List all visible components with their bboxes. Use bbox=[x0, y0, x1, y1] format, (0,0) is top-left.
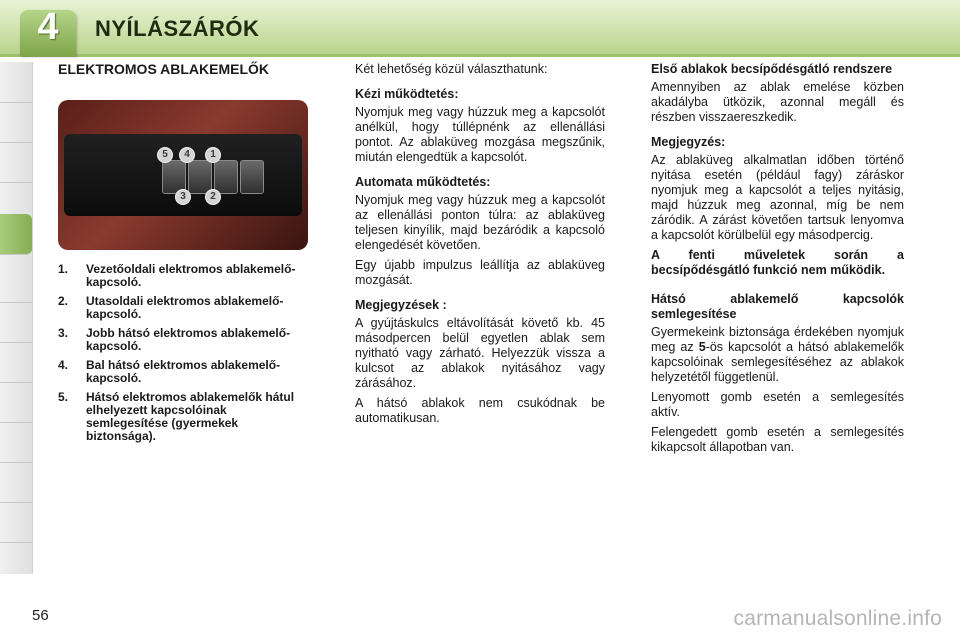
header-divider bbox=[0, 54, 960, 57]
notes-text: A gyújtáskulcs eltávolítását követő kb. 45 másodpercen belül egyetlen ablak sem nyitható vagy zárható. Helyezzük vissza a kulcsot az ablakok nyitásához vagy zárásához. bbox=[355, 316, 605, 390]
legend-item bbox=[58, 263, 308, 289]
rear-text-pre: Gyermekeink biztonsága érdekében nyomjuk meg az bbox=[651, 325, 904, 354]
legend-item bbox=[58, 359, 308, 385]
side-tab bbox=[0, 302, 32, 343]
middle-column bbox=[355, 62, 605, 431]
page-number: 56 bbox=[32, 607, 49, 624]
side-tab bbox=[0, 422, 32, 463]
rear-text bbox=[651, 325, 904, 385]
auto-text: Nyomjuk meg vagy húzzuk meg a kapcsolót az ellenállási ponton túlra: az ablaküveg teljesen kinyílik, majd bezáródik a kapcsoló elengedését követően. bbox=[355, 193, 605, 252]
side-tab-active bbox=[0, 214, 32, 255]
rear-heading: Hátsó ablakemelő kapcsolók semlegesítése bbox=[651, 292, 904, 321]
warning-text: A fenti műveletek során a becsípődésgátló funkció nem működik. bbox=[651, 248, 904, 277]
pressed-text: Lenyomott gomb esetén a semlegesítés aktív. bbox=[651, 390, 904, 419]
auto-heading: Automata működtetés: bbox=[355, 175, 491, 189]
switch-legend bbox=[58, 263, 308, 449]
side-tab bbox=[0, 382, 32, 423]
legend-number: 1. bbox=[58, 262, 69, 276]
legend-number: 4. bbox=[58, 358, 69, 372]
chapter-side-tabs bbox=[0, 62, 33, 574]
legend-text: Vezetőoldali elektromos ablakemelő-kapcsoló. bbox=[86, 262, 296, 289]
side-tab bbox=[0, 142, 32, 183]
legend-number: 5. bbox=[58, 390, 69, 404]
section-heading: ELEKTROMOS ABLAKEMELŐK bbox=[58, 61, 270, 77]
legend-text: Jobb hátsó elektromos ablakemelő-kapcsoló. bbox=[86, 326, 291, 353]
pinch-text: Amennyiben az ablak emelése közben akadályba ütközik, azonnal megáll és részben visszaereszkedik. bbox=[651, 80, 904, 124]
manual-heading: Kézi működtetés: bbox=[355, 87, 459, 101]
window-switch bbox=[162, 160, 186, 194]
auto-text-2: Egy újabb impulzus leállítja az ablaküveg mozgását. bbox=[355, 258, 605, 287]
pinch-heading: Első ablakok becsípődésgátló rendszere bbox=[651, 62, 893, 76]
rear-text-post: -ös kapcsolót a hátsó ablakemelők kapcsolóinak semlegesítéséhez az ablakok helyzetétől függetlenül. bbox=[651, 340, 904, 384]
remark-heading: Megjegyzés: bbox=[651, 135, 726, 149]
watermark: carmanualsonline.info bbox=[733, 607, 942, 630]
side-tab bbox=[0, 262, 32, 303]
legend-number: 3. bbox=[58, 326, 69, 340]
legend-text: Bal hátsó elektromos ablakemelő-kapcsoló. bbox=[86, 358, 281, 385]
side-tab bbox=[0, 342, 32, 383]
manual-text: Nyomjuk meg vagy húzzuk meg a kapcsolót anélkül, hogy túllépnénk az ellenállási pontot. Az ablaküveg mozgása megszűnik, miután elengedtük a kapcsolót. bbox=[355, 105, 605, 164]
photo-label-1: 1 bbox=[206, 148, 220, 162]
chapter-number: 4 bbox=[37, 6, 59, 48]
side-tab bbox=[0, 102, 32, 143]
legend-text: Utasoldali elektromos ablakemelő-kapcsoló. bbox=[86, 294, 284, 321]
legend-text: Hátsó elektromos ablakemelők hátul elhelyezett kapcsolóinak semlegesítése (gyermekek biztonsága). bbox=[86, 390, 295, 443]
notes-heading: Megjegyzések : bbox=[355, 298, 447, 312]
window-switch bbox=[188, 160, 212, 194]
window-switch bbox=[240, 160, 264, 194]
side-tab bbox=[0, 462, 32, 503]
legend-item bbox=[58, 391, 308, 443]
legend-item bbox=[58, 295, 308, 321]
window-switch bbox=[214, 160, 238, 194]
legend-number: 2. bbox=[58, 294, 69, 308]
side-tab bbox=[0, 62, 32, 103]
remark-text: Az ablaküveg alkalmatlan időben történő nyitása esetén (például fagy) záráskor nyomjuk meg a kapcsolót a teljes nyitásig, majd húzzuk meg azonnal, míg be nem záródik. A zárást követően tartsuk lenyomva a kapcsolót körülbelül egy másodpercig. bbox=[651, 153, 904, 242]
intro-text: Két lehetőség közül választhatunk: bbox=[355, 62, 548, 76]
photo-label-3: 3 bbox=[176, 190, 190, 204]
side-tab bbox=[0, 502, 32, 543]
window-switch-photo bbox=[58, 100, 308, 250]
released-text: Felengedett gomb esetén a semlegesítés kikapcsolt állapotban van. bbox=[651, 425, 904, 454]
photo-label-4: 4 bbox=[180, 148, 194, 162]
photo-label-2: 2 bbox=[206, 190, 220, 204]
notes-text-2: A hátsó ablakok nem csukódnak be automatikusan. bbox=[355, 396, 605, 425]
rear-text-switch-number: 5 bbox=[698, 340, 706, 354]
legend-item bbox=[58, 327, 308, 353]
photo-label-5: 5 bbox=[158, 148, 172, 162]
right-column bbox=[651, 62, 904, 460]
page-title: NYÍLÁSZÁRÓK bbox=[95, 16, 260, 41]
